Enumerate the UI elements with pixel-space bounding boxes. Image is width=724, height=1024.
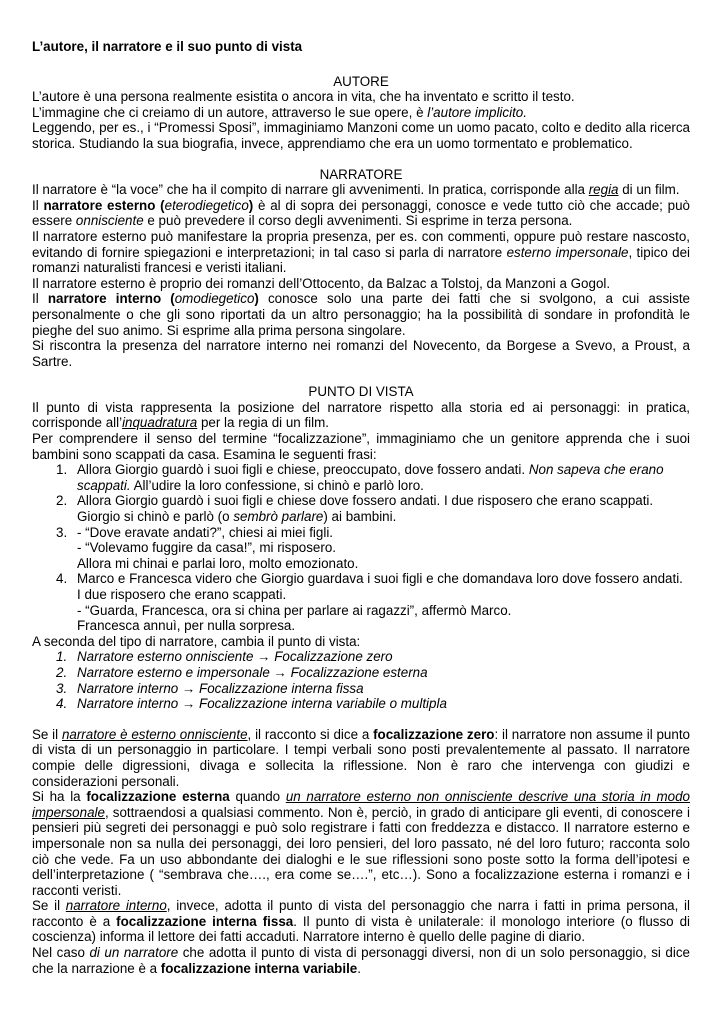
text-run: , tipico dei romanzi naturalisti francesi e veristi italiani.	[32, 244, 690, 276]
text-run: , invece, adotta il punto di vista del personaggio che narra i fatti in prima persona, il racconto è a	[32, 898, 690, 929]
text-run: Il	[32, 291, 48, 307]
types-list	[32, 649, 690, 711]
narratore-paragraph-1	[32, 182, 690, 198]
text-run: Il narratore è “la voce” che ha il compito di narrare gli avvenimenti. In pratica, corrisponde alla	[32, 182, 589, 198]
italic-term: esterno impersonale	[506, 244, 629, 260]
text-run: conosce solo una parte dei fatti che si svolgono, a cui assiste personalmente o che gli sono riportati da un altro personaggio; ha la possibilità di sondare in profondità le pieghe del suo animo. Si esprime alla prima persona singolare.	[32, 291, 690, 338]
bold-paren: (	[161, 291, 175, 307]
bold-term: focalizzazione interna variabile	[160, 960, 358, 976]
list-item	[32, 696, 690, 712]
text-run: , il racconto si dice a	[247, 726, 374, 742]
list-item	[32, 649, 690, 665]
bold-paren: )	[248, 197, 254, 213]
italic-term: regia	[588, 182, 619, 198]
list-item	[32, 525, 690, 572]
dialogue-line: Allora mi chinai e parlai loro, molto emozionato.	[77, 555, 359, 571]
list-number: 1.	[56, 462, 68, 478]
italic-term: un narratore esterno non onnisciente descrive una storia in modo impersonale	[32, 789, 691, 820]
dialogue-line: - “Volevamo fuggire da casa!”, mi risposero.	[77, 540, 336, 556]
list-number: 4.	[56, 696, 68, 712]
text-run: .	[357, 960, 361, 976]
italic-term: di un narratore	[89, 945, 179, 961]
underlined-term	[589, 182, 619, 197]
list-item	[32, 571, 690, 633]
bold-term: focalizzazione interna fissa	[116, 913, 294, 929]
text-run: , sottraendosi a qualsiasi commento. Non è, perciò, in grado di anticipare gli eventi, di conoscere i pensieri più segreti dei personaggi e può solo registrare i fatti con freddezza e distacco. Il narratore esterno e impersonale non sa nulla dei personaggi, dei loro pensieri, del loro passato, né del loro futuro; racconta solo ciò che vede. Fa un uso abbondante dei dialoghi e le sue riflessioni sono poste sotto la forma dell’ipotesi e dell’interpretazione ( “sembrava che…., era come se….”, etc…). Sono a focalizzazione esterna i romanzi e i racconti veristi.	[32, 804, 690, 898]
text-run: Il narratore esterno può manifestare la propria presenza, per es. con commenti, oppure può restare nascosto, evitando di fornire spiegazioni e interpretazioni; in tal caso si parla di narratore	[32, 228, 690, 260]
punto-paragraph-2: Per comprendere il senso del termine “focalizzazione”, immaginiamo che un genitore apprenda che i suoi bambini sono scappati da casa. Esamina le seguenti frasi:	[32, 431, 690, 462]
bold-term: narratore interno	[47, 291, 162, 307]
text-run: Allora Giorgio guardò i suoi figli e chiese dove fossero andati. I due risposero che erano scappati. Giorgio si chinò e parlò (o	[77, 493, 654, 525]
autore-paragraph-2	[32, 105, 690, 121]
narratore-paragraph-2	[32, 198, 690, 229]
italic-term: eterodiegetico	[164, 197, 249, 213]
type-text: Narratore interno → Focalizzazione interna fissa	[77, 680, 364, 696]
underlined-term	[66, 898, 167, 913]
document-page	[32, 39, 690, 976]
bold-paren: (	[155, 197, 165, 213]
text-run: Se il	[32, 898, 66, 914]
text-run: e può prevedere il corso degli avvenimenti. Si esprime in terza persona.	[143, 213, 573, 229]
text-run: : il narratore non assume il punto di vista di un personaggio in particolare. I tempi verbali sono posti prevalentemente al passato. Il narratore compie delle digressioni, divaga e sollecita la riflessione. Non è raro che intervenga con giudizi e considerazioni personali.	[32, 726, 690, 789]
italic-term: Non sapeva che erano scappati.	[77, 462, 664, 493]
dialogue-line: Francesca annuì, per nulla sorpresa.	[77, 618, 296, 634]
italic-term: l’autore implicito.	[427, 104, 527, 120]
dialogue-line: - “Guarda, Francesca, ora si china per parlare ai ragazzi”, affermò Marco.	[77, 602, 512, 618]
autore-paragraph-3: Leggendo, per es., i “Promessi Sposi”, immaginiamo Manzoni come un uomo pacato, colto e dedito alla ricerca storica. Studiando la sua biografia, invece, apprendiamo che era un uomo tormentato e problematico.	[32, 120, 690, 151]
bold-term: focalizzazione zero	[373, 726, 495, 742]
document-title: L’autore, il narratore e il suo punto di vista	[32, 39, 303, 54]
list-number: 2.	[56, 664, 68, 680]
narratore-paragraph-4: Il narratore esterno è proprio dei romanzi dell’Ottocento, da Balzac a Tolstoj, da Manzoni a Gogol.	[32, 275, 611, 291]
type-text: Narratore esterno e impersonale → Focalizzazione esterna	[77, 664, 428, 680]
list-number: 2.	[56, 493, 68, 509]
dialogue-line: - “Dove eravate andati?”, chiesi ai miei figli.	[77, 524, 334, 540]
italic-term: sembrò parlare	[233, 509, 324, 525]
text-run: quando	[229, 789, 286, 805]
punto-paragraph-3: A seconda del tipo di narratore, cambia il punto di vista:	[32, 633, 361, 649]
focal-paragraph-3	[32, 898, 690, 945]
text-run: L’immagine che ci creiamo di un autore, attraverso le sue opere, è	[32, 104, 428, 120]
list-item	[32, 681, 690, 697]
autore-paragraph-1: L’autore è una persona realmente esistita o ancora in vita, che ha inventato e scritto il testo.	[32, 89, 575, 105]
list-item	[32, 493, 690, 524]
narratore-paragraph-3	[32, 229, 690, 276]
text-run: è al di sopra dei personaggi, conosce e vede tutto ciò che accade; può essere	[32, 197, 690, 229]
italic-term: onnisciente	[75, 213, 144, 229]
section-heading-autore: AUTORE	[333, 73, 389, 89]
text-run: Allora Giorgio guardò i suoi figli e chiese, preoccupato, dove fossero andati.	[77, 462, 529, 478]
italic-term: omodiegetico	[174, 291, 255, 307]
list-number: 3.	[56, 524, 68, 540]
list-item	[32, 665, 690, 681]
text-run: per la regia di un film.	[197, 415, 330, 431]
text-run: Il	[32, 197, 44, 213]
text-run: Se il	[32, 726, 62, 742]
italic-term: narratore interno	[65, 898, 167, 914]
focal-paragraph-4	[32, 945, 690, 976]
list-number: 1.	[56, 649, 68, 665]
underlined-term	[122, 415, 197, 430]
italic-term: narratore è esterno onnisciente	[61, 726, 248, 742]
punto-paragraph-1	[32, 400, 690, 431]
focal-paragraph-2	[32, 789, 690, 898]
text-run: ) ai bambini.	[323, 509, 397, 525]
section-heading-punto-di-vista: PUNTO DI VISTA	[308, 384, 414, 400]
text-run: di un film.	[618, 182, 680, 198]
italic-term: inquadratura	[122, 415, 198, 431]
example-list	[32, 462, 690, 634]
list-number: 3.	[56, 680, 68, 696]
narratore-paragraph-5	[32, 291, 690, 338]
type-text: Narratore esterno onnisciente → Focalizzazione zero	[77, 649, 393, 665]
text-run: Nel caso	[32, 945, 90, 961]
text-run: All’udire la loro confessione, si chinò e parlò loro.	[130, 477, 424, 493]
section-heading-narratore: NARRATORE	[319, 166, 403, 182]
text-run: Si ha la	[32, 789, 87, 805]
text-run: che adotta il punto di vista di personaggi diversi, non di un solo personaggio, si dice che la narrazione è a	[32, 945, 690, 976]
bold-paren: )	[254, 291, 259, 307]
bold-term: narratore esterno	[43, 197, 156, 213]
dialogue-line: Marco e Francesca videro che Giorgio guardava i suoi figli e che domandava loro dove fossero andati. I due risposero che erano scappati.	[77, 571, 683, 602]
type-text: Narratore interno → Focalizzazione interna variabile o multipla	[77, 696, 447, 712]
focal-paragraph-1	[32, 727, 690, 789]
text-run: . Il punto di vista è unilaterale: il monologo interiore (o flusso di coscienza) informa il lettore dei fatti accaduti. Narratore interno è quello delle pagine di diario.	[32, 913, 691, 945]
list-number: 4.	[56, 571, 68, 587]
list-item	[32, 462, 690, 493]
bold-term: focalizzazione esterna	[86, 789, 230, 805]
narratore-paragraph-6: Si riscontra la presenza del narratore interno nei romanzi del Novecento, da Borgese a Svevo, a Proust, a Sartre.	[32, 338, 690, 369]
text-run: Il punto di vista rappresenta la posizione del narratore rispetto alla storia ed ai personaggi: in pratica, corrisponde all’	[32, 399, 690, 431]
underlined-term	[62, 727, 248, 742]
